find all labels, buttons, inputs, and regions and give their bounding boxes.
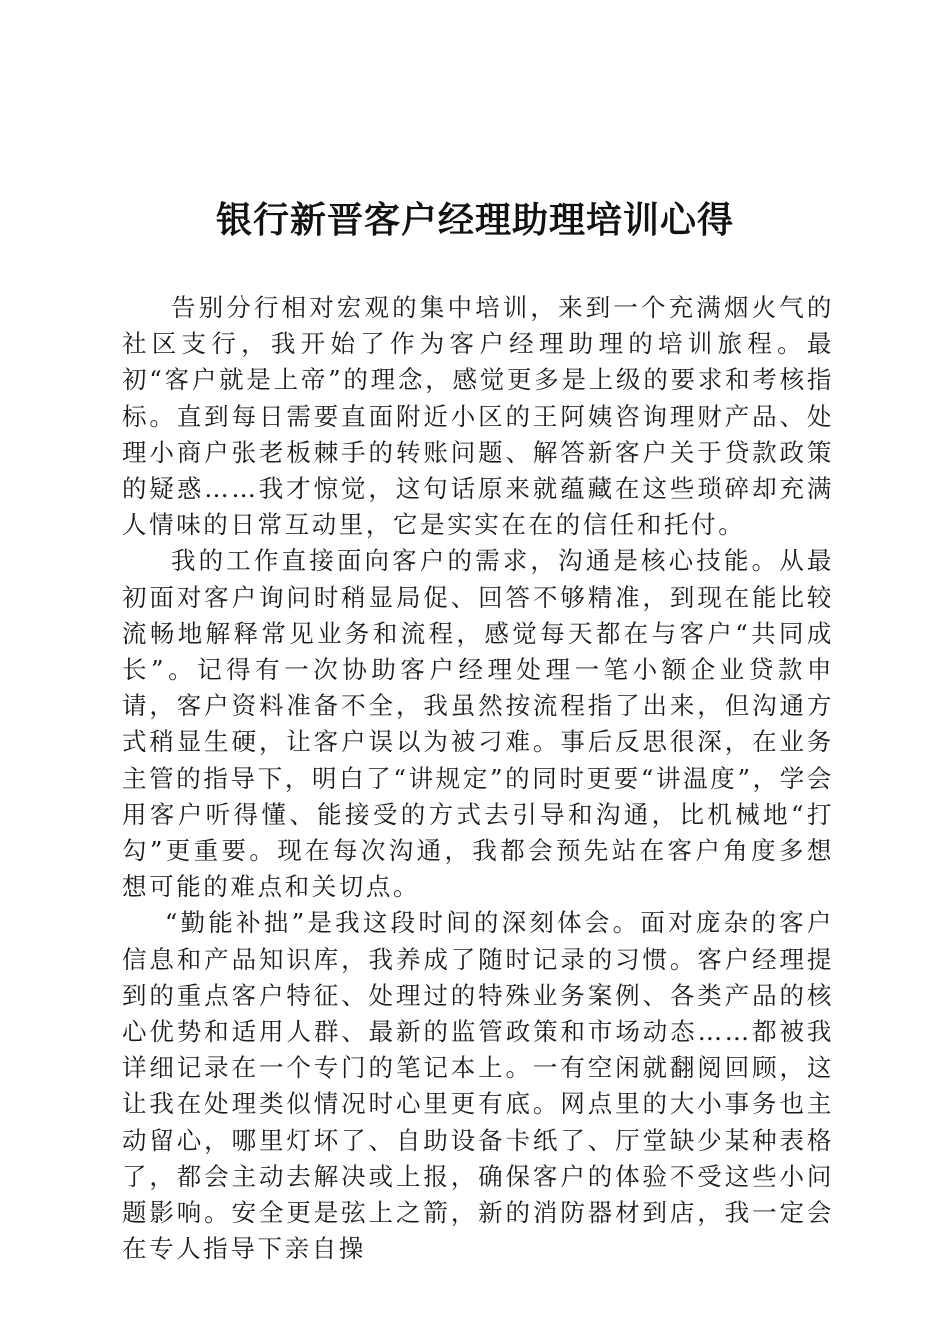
paragraph-2: 我的工作直接面向客户的需求，沟通是核心技能。从最初面对客户询问时稍显局促、回答不够精准，到现在能比较流畅地解释常见业务和流程，感觉每天都在与客户“共同成长”。记得有一次协助客户经理处理一笔小额企业贷款申请，客户资料准备不全，我虽然按流程指了出来，但沟通方式稍显生硬，让客户误以为被刁难。事后反思很深，在业务主管的指导下，明白了“讲规定”的同时更要“讲温度”，学会用客户听得懂、能接受的方式去引导和沟通，比机械地“打勾”更重要。现在每次沟通，我都会预先站在客户角度多想想可能的难点和关切点。	[122, 546, 834, 902]
document-title: 银行新晋客户经理助理培训心得	[215, 199, 734, 241]
paragraph-1: 告别分行相对宏观的集中培训，来到一个充满烟火气的社区支行，我开始了作为客户经理助理的培训旅程。最初“客户就是上帝”的理念，感觉更多是上级的要求和考核指标。直到每日需要直面附近小区的王阿姨咨询理财产品、处理小商户张老板棘手的转账问题、解答新客户关于贷款政策的疑惑……我才惊觉，这句话原来就蕴藏在这些琐碎却充满人情味的日常互动里，它是实实在在的信任和托付。	[122, 293, 834, 540]
paragraph-3: “勤能补拙”是我这段时间的深刻体会。面对庞杂的客户信息和产品知识库，我养成了随时记录的习惯。客户经理提到的重点客户特征、处理过的特殊业务案例、各类产品的核心优势和适用人群、最新的监管政策和市场动态……都被我详细记录在一个专门的笔记本上。一有空闲就翻阅回顾，这让我在处理类似情况时心里更有底。网点里的大小事务也主动留心，哪里灯坏了、自助设备卡纸了、厅堂缺少某种表格了，都会主动去解决或上报，确保客户的体验不受这些小问题影响。安全更是弦上之箭，新的消防器材到店，我一定会在专人指导下亲自操	[122, 908, 834, 1264]
document-body	[122, 290, 834, 1267]
